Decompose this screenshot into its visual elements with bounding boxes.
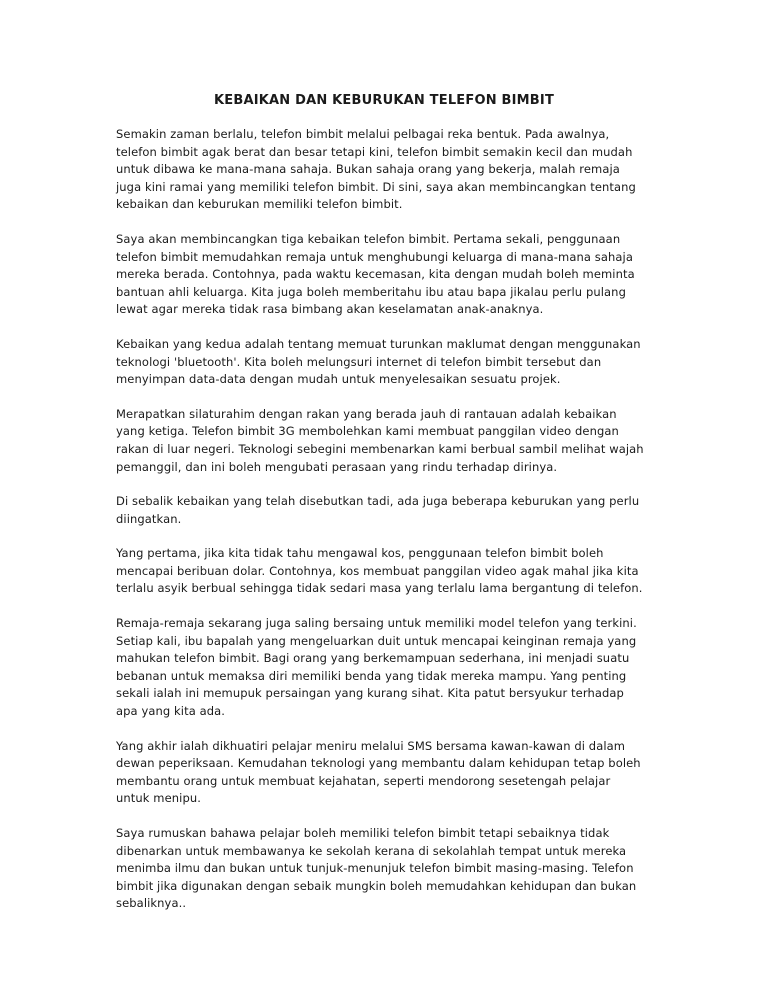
paragraph-keburukan-pertama: Yang pertama, jika kita tidak tahu mengawal kos, penggunaan telefon bimbit boleh mencapai beribuan dolar. Contohnya, kos membuat panggilan video agak mahal jika kita terlalu asyik berbual sehingga tidak sedari masa yang terlalu lama bergantung di telefon.	[116, 546, 643, 596]
document-body	[116, 126, 646, 930]
paragraph-transition: Di sebalik kebaikan yang telah disebutkan tadi, ada juga beberapa keburukan yang perlu diingatkan.	[116, 494, 640, 526]
paragraph-keburukan-ketiga: Yang akhir ialah dikhuatiri pelajar meniru melalui SMS bersama kawan-kawan di dalam dewan peperiksaan. Kemudahan teknologi yang membantu dalam kehidupan tetap boleh membantu orang untuk membuat kejahatan, seperti mendorong sesetengah pelajar untuk menipu.	[116, 738, 641, 806]
paragraph-keburukan-kedua: Remaja-remaja sekarang juga saling bersaing untuk memiliki model telefon yang terkini. Setiap kali, ibu bapalah yang mengeluarkan duit untuk mencapai keinginan remaja yang mahukan telefon bimbit. Bagi orang yang berkemampuan sederhana, ini menjadi suatu bebanan untuk memaksa diri memiliki benda yang tidak mereka mampu. Yang penting sekali ialah ini memupuk persaingan yang kurang sihat. Kita patut bersyukur terhadap apa yang kita ada.	[116, 616, 637, 719]
document-title: KEBAIKAN DAN KEBURUKAN TELEFON BIMBIT	[213, 93, 555, 108]
paragraph-kebaikan-pertama: Saya akan membincangkan tiga kebaikan telefon bimbit. Pertama sekali, penggunaan telefon bimbit memudahkan remaja untuk menghubungi keluarga di mana-mana sahaja mereka berada. Contohnya, pada waktu kecemasan, kita dengan mudah boleh meminta bantuan ahli keluarga. Kita juga boleh memberitahu ibu atau bapa jikalau perlu pulang lewat agar mereka tidak rasa bimbang akan keselamatan anak-anaknya.	[116, 231, 635, 317]
paragraph-kebaikan-ketiga: Merapatkan silaturahim dengan rakan yang berada jauh di rantauan adalah kebaikan yang ketiga. Telefon bimbit 3G membolehkan kami membuat panggilan video dengan rakan di luar negeri. Teknologi sebegini membenarkan kami berbual sambil melihat wajah pemanggil, dan ini boleh mengubati perasaan yang rindu terhadap dirinya.	[116, 406, 644, 474]
paragraph-intro: Semakin zaman berlalu, telefon bimbit melalui pelbagai reka bentuk. Pada awalnya, telefon bimbit agak berat dan besar tetapi kini, telefon bimbit semakin kecil dan mudah untuk dibawa ke mana-mana sahaja. Bukan sahaja orang yang bekerja, malah remaja juga kini ramai yang memiliki telefon bimbit. Di sini, saya akan membincangkan tentang kebaikan dan keburukan memiliki telefon bimbit.	[116, 127, 636, 212]
paragraph-kebaikan-kedua: Kebaikan yang kedua adalah tentang memuat turunkan maklumat dengan menggunakan teknologi 'bluetooth'. Kita boleh melungsuri internet di telefon bimbit tersebut dan menyimpan data-data dengan mudah untuk menyelesaikan sesuatu projek.	[116, 336, 641, 387]
paragraph-conclusion: Saya rumuskan bahawa pelajar boleh memiliki telefon bimbit tetapi sebaiknya tidak dibenarkan untuk membawanya ke sekolah kerana di sekolahlah tempat untuk mereka menimba ilmu dan bukan untuk tunjuk-menunjuk telefon bimbit masing-masing. Telefon bimbit jika digunakan dengan sebaik mungkin boleh memudahkan kehidupan dan bukan sebaliknya..	[116, 826, 637, 911]
